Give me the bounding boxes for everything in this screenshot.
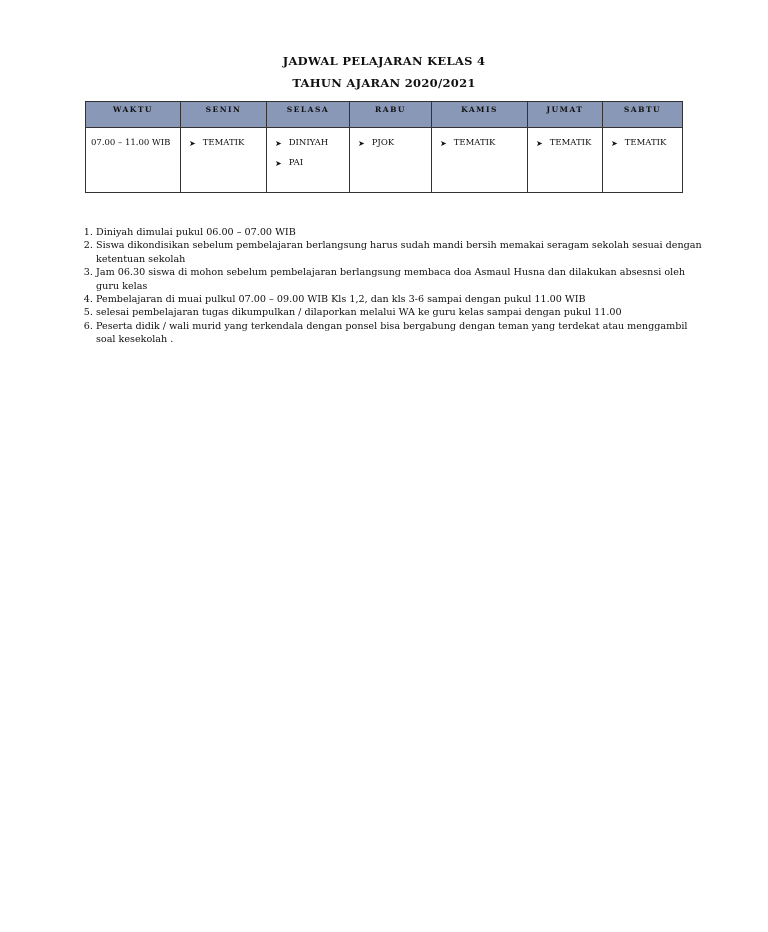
table-header-row	[86, 102, 683, 128]
list-item: ➤ TEMATIK	[536, 138, 592, 148]
cell-sabtu	[603, 128, 683, 193]
arrowhead-icon: ➤	[358, 138, 365, 148]
list-item: ➤ PJOK	[358, 138, 395, 148]
arrowhead-icon: ➤	[275, 138, 282, 148]
col-header-rabu: RABU	[350, 102, 432, 128]
notes-list	[80, 226, 706, 347]
note-item: 4. Pembelajaran di muai pulkul 07.00 – 09.00 WIB Kls 1,2, dan kls 3-6 sampai dengan pukul 11.00 WIB	[96, 293, 706, 306]
cell-selasa	[267, 128, 350, 193]
list-item: ➤ DINIYAH	[275, 138, 329, 148]
cell-kamis	[432, 128, 528, 193]
note-item: 6. Peserta didik / wali murid yang terkendala dengan ponsel bisa bergabung dengan teman yang terdekat atau menggambil soal kesekolah .	[96, 320, 706, 347]
note-item: 5. selesai pembelajaran tugas dikumpulkan / dilaporkan melalui WA ke guru kelas sampai dengan pukul 11.00	[96, 306, 706, 319]
note-item: 1. Diniyah dimulai pukul 06.00 – 07.00 WIB	[96, 226, 706, 239]
arrowhead-icon: ➤	[611, 138, 618, 148]
list-item: ➤ PAI	[275, 158, 304, 168]
note-item: 2. Siswa dikondisikan sebelum pembelajaran berlangsung harus sudah mandi bersih memakai seragam sekolah sesuai dengan ketentuan sekolah	[96, 239, 706, 266]
note-item: 3. Jam 06.30 siswa di mohon sebelum pembelajaran berlangsung membaca doa Asmaul Husna dan dilakukan absesnsi oleh guru kelas	[96, 266, 706, 293]
arrowhead-icon: ➤	[536, 138, 543, 148]
cell-jumat	[528, 128, 603, 193]
list-item: ➤ TEMATIK	[611, 138, 667, 148]
arrowhead-icon: ➤	[440, 138, 447, 148]
cell-senin	[181, 128, 267, 193]
col-header-selasa: SELASA	[267, 102, 350, 128]
cell-waktu: 07.00 – 11.00 WIB	[86, 128, 181, 193]
table-row	[86, 128, 683, 193]
col-header-sabtu: SABTU	[603, 102, 683, 128]
arrowhead-icon: ➤	[275, 158, 282, 168]
col-header-waktu: WAKTU	[86, 102, 181, 128]
document-subtitle: TAHUN AJARAN 2020/2021	[292, 76, 476, 90]
list-item: ➤ TEMATIK	[189, 138, 245, 148]
col-header-senin: SENIN	[181, 102, 267, 128]
document-title: JADWAL PELAJARAN KELAS 4	[282, 54, 486, 68]
list-item: ➤ TEMATIK	[440, 138, 496, 148]
cell-rabu	[350, 128, 432, 193]
arrowhead-icon: ➤	[189, 138, 196, 148]
col-header-kamis: KAMIS	[432, 102, 528, 128]
schedule-table	[85, 101, 683, 193]
col-header-jumat: JUMAT	[528, 102, 603, 128]
